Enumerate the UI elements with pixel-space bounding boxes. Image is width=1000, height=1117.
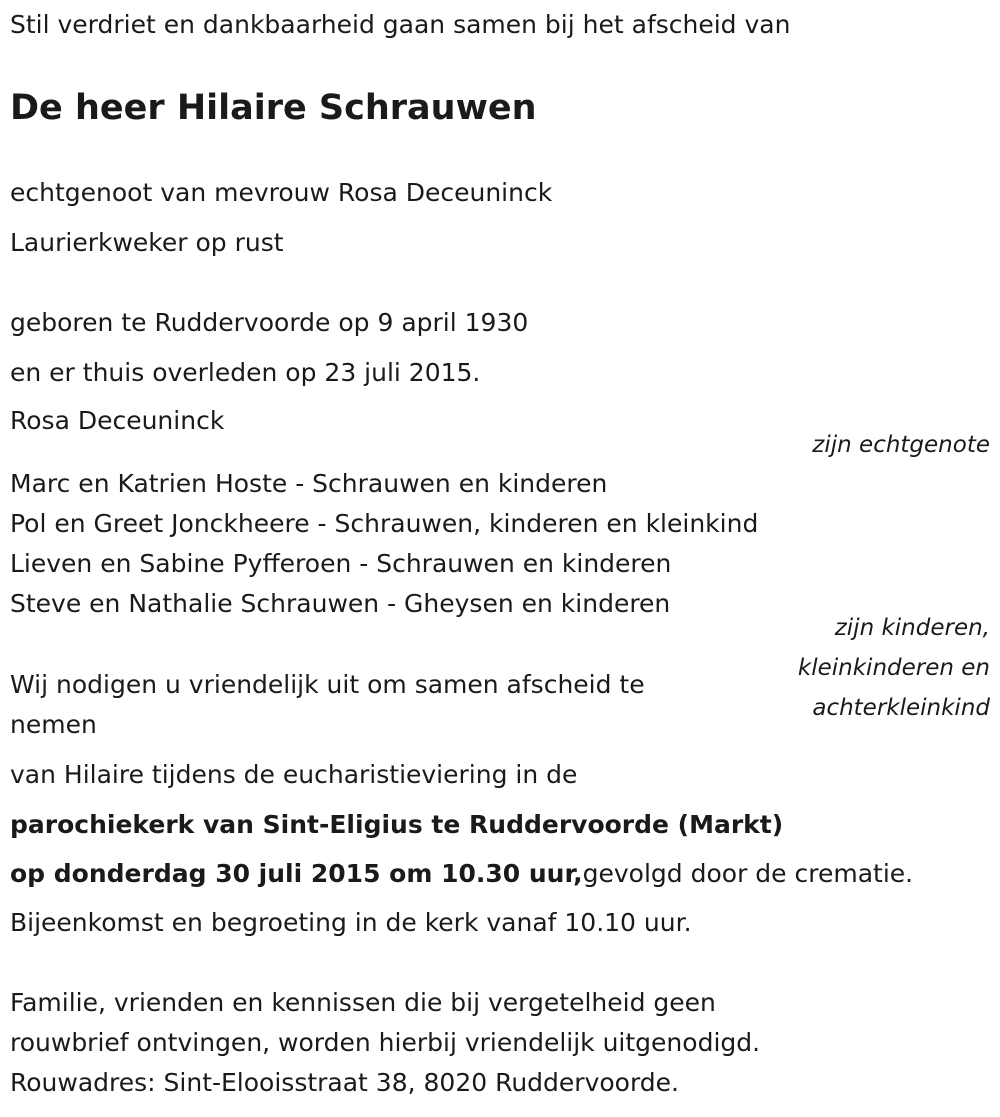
birth-line: geboren te Ruddervoorde op 9 april 1930 (10, 308, 529, 337)
ceremony-date-line (10, 859, 913, 889)
ceremony-followup: gevolgd door de crematie. (582, 859, 914, 888)
child-family: Pol en Greet Jonckheere - Schrauwen, kinderen en kleinkind (10, 509, 759, 538)
deceased-name: De heer Hilaire Schrauwen (10, 88, 537, 128)
spouse-role: zijn echtgenote (812, 432, 990, 458)
footer-line-2: rouwbrief ontvingen, worden hierbij vriendelijk uitgenodigd. (10, 1028, 761, 1057)
mourning-address: Rouwadres: Sint-Elooisstraat 38, 8020 Ruddervoorde. (10, 1068, 679, 1097)
occupation: Laurierkweker op rust (10, 228, 284, 257)
spouse-line: echtgenoot van mevrouw Rosa Deceuninck (10, 178, 553, 207)
child-family: Lieven en Sabine Pyfferoen - Schrauwen en kinderen (10, 549, 672, 578)
invite-line-1: Wij nodigen u vriendelijk uit om samen afscheid te (10, 670, 645, 699)
death-line: en er thuis overleden op 23 juli 2015. (10, 358, 481, 387)
children-role-line: kleinkinderen en (797, 655, 990, 681)
invite-line-2: van Hilaire tijdens de eucharistieviering in de (10, 760, 578, 789)
church-line: parochiekerk van Sint-Eligius te Ruddervoorde (Markt) (10, 810, 784, 839)
intro-text: Stil verdriet en dankbaarheid gaan samen bij het afscheid van (10, 10, 791, 39)
children-role-line: achterkleinkind (812, 695, 990, 721)
footer-line-1: Familie, vrienden en kennissen die bij vergetelheid geen (10, 988, 716, 1017)
gathering-line: Bijeenkomst en begroeting in de kerk vanaf 10.10 uur. (10, 908, 692, 937)
child-family: Marc en Katrien Hoste - Schrauwen en kinderen (10, 469, 608, 498)
children-role-line: zijn kinderen, (834, 615, 990, 641)
invite-line-1-cont: nemen (10, 710, 97, 739)
ceremony-date: op donderdag 30 juli 2015 om 10.30 uur, (10, 859, 583, 888)
child-family: Steve en Nathalie Schrauwen - Gheysen en kinderen (10, 589, 671, 618)
spouse-name: Rosa Deceuninck (10, 406, 225, 435)
